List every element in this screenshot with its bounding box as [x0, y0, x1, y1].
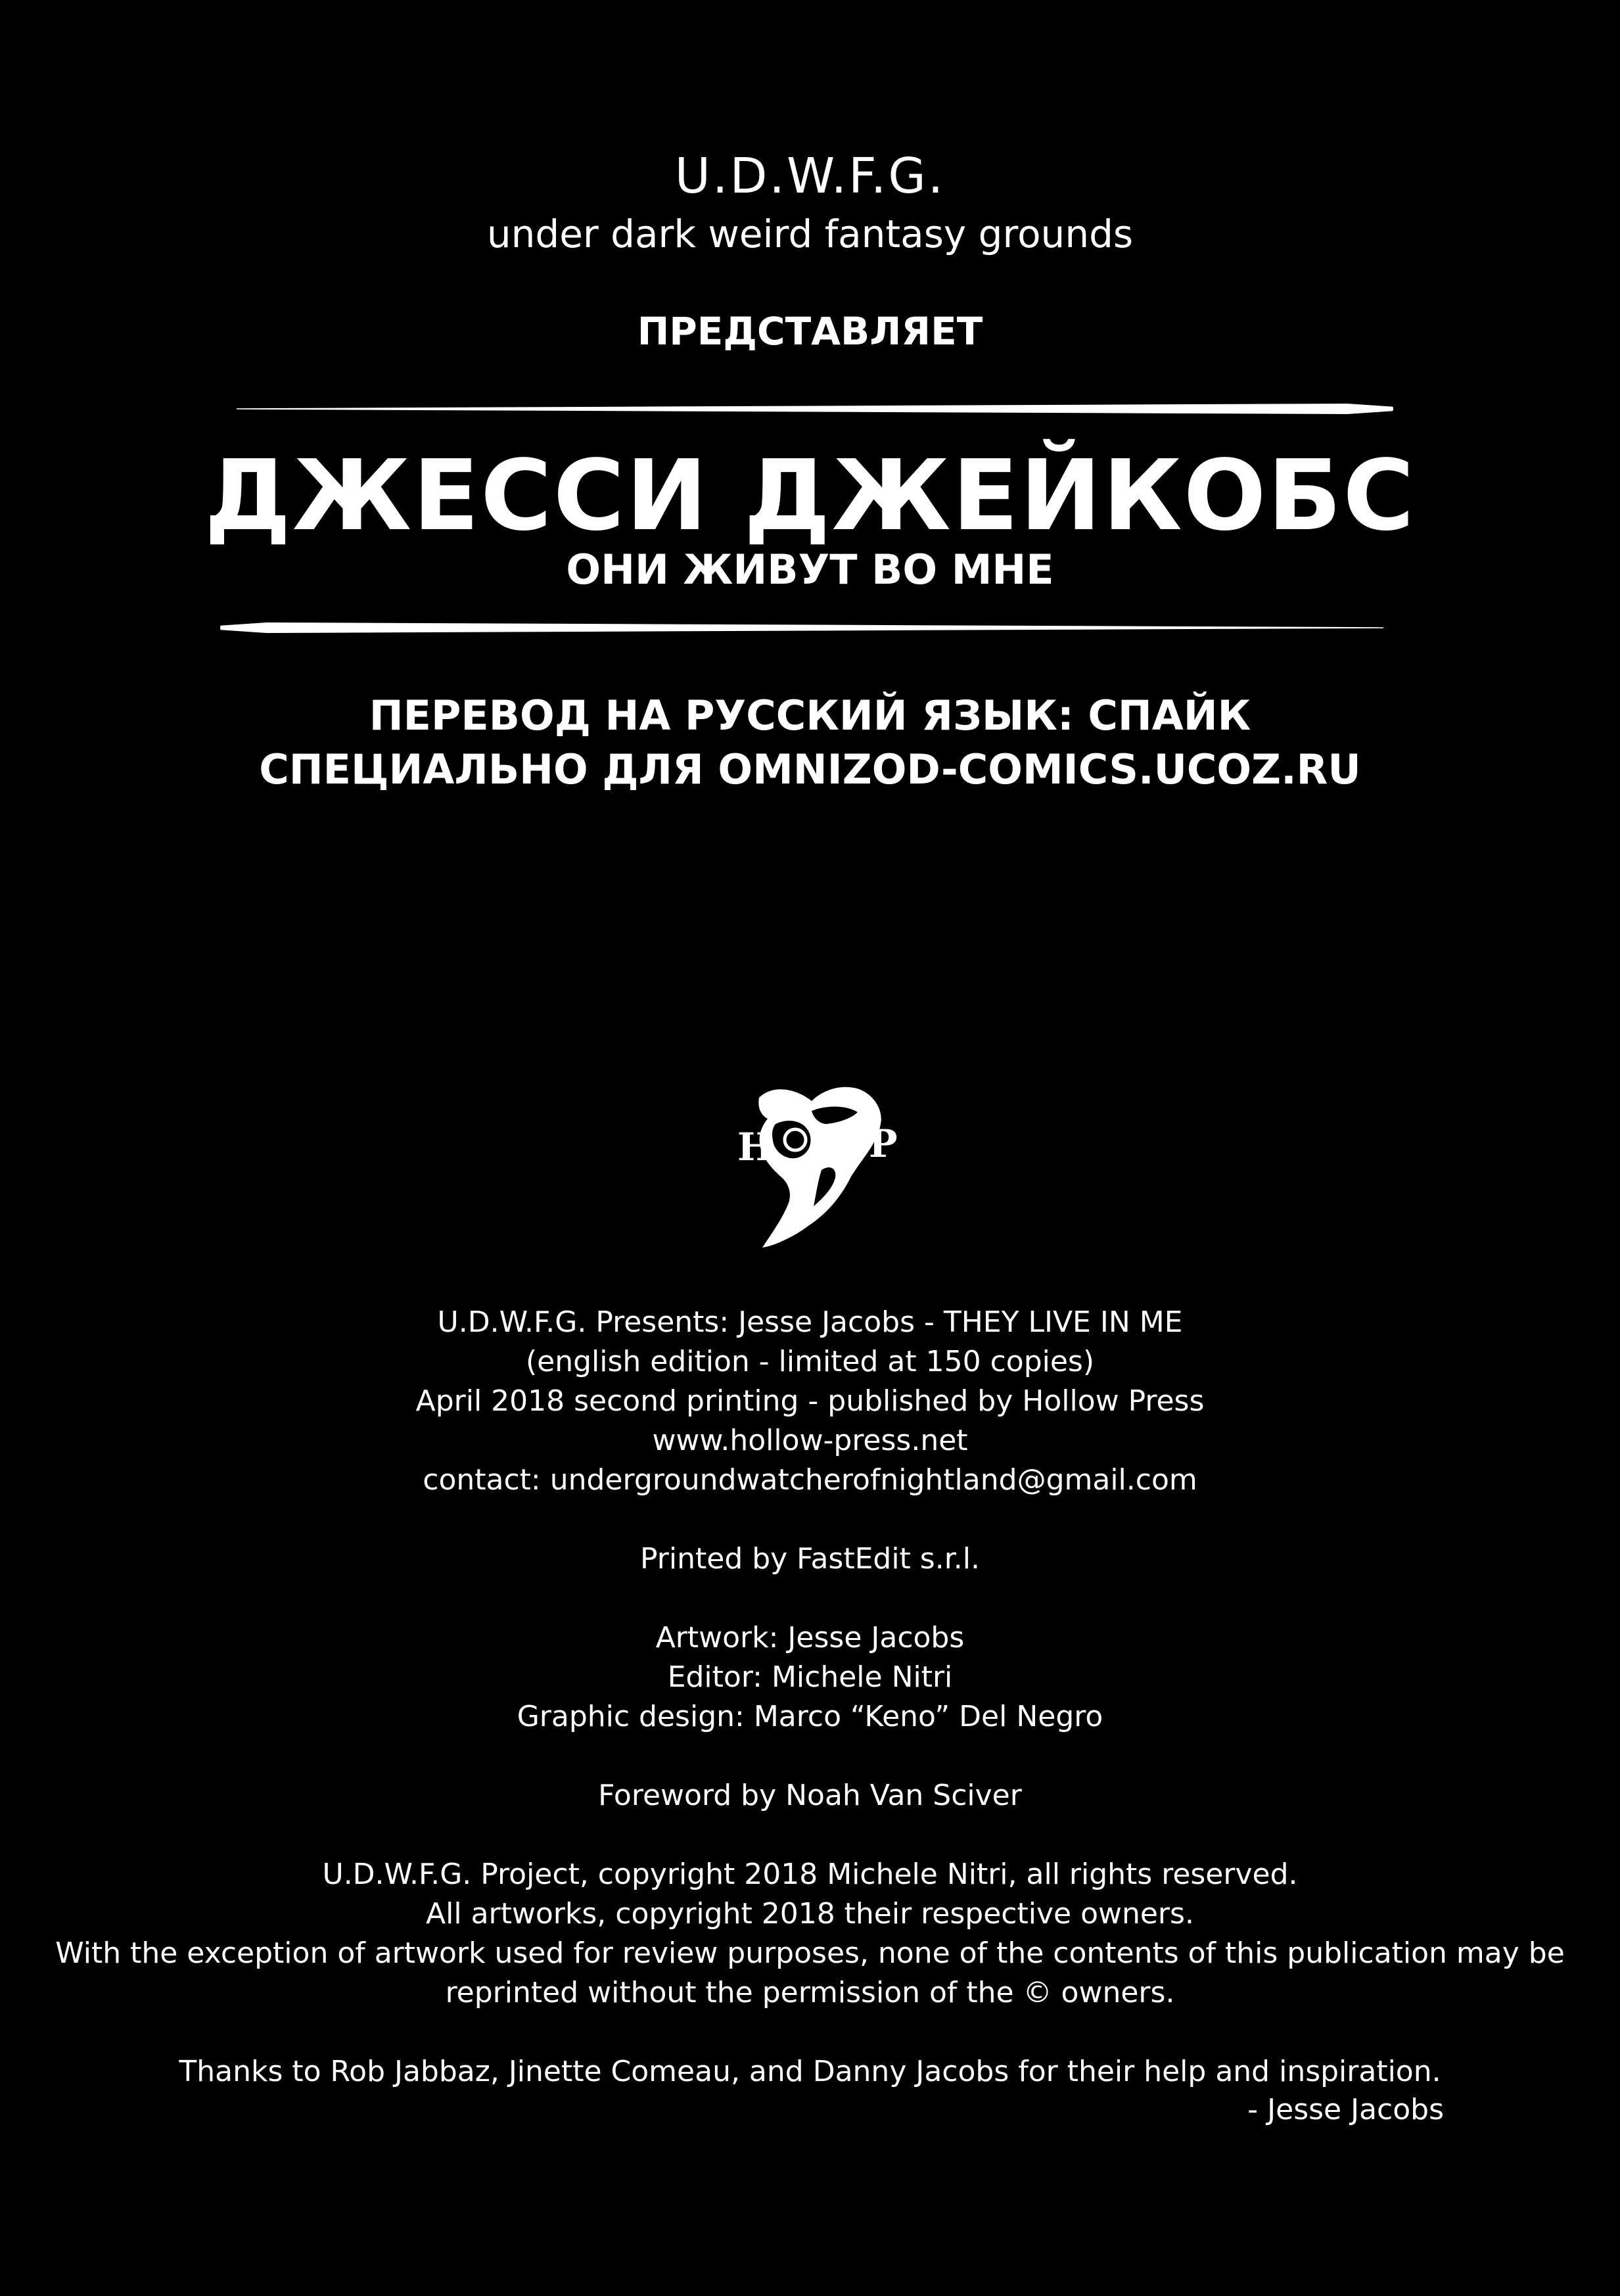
- printing-line: April 2018 second printing - published by Hollow Press: [415, 1384, 1205, 1418]
- publisher-acronym: U.D.W.F.G.: [674, 148, 946, 204]
- publisher-name: under dark weird fantasy grounds: [486, 212, 1134, 256]
- copyright-line: U.D.W.F.G. Project, copyright 2018 Michele Nitri, all rights reserved.: [322, 1858, 1298, 1891]
- logo-letter-p: P: [869, 1121, 898, 1166]
- editor-credit: Editor: Michele Nitri: [667, 1660, 953, 1694]
- artwork-credit: Artwork: Jesse Jacobs: [655, 1621, 965, 1654]
- translation-line-2: СПЕЦИАЛЬНО ДЛЯ OMNIZOD-COMICS.UCOZ.RU: [259, 745, 1361, 793]
- reprint-notice-line-2: reprinted without the permission of the © owners.: [445, 1976, 1175, 2009]
- colophon: [0, 1303, 1620, 2092]
- printer-line: Printed by FastEdit s.r.l.: [640, 1542, 980, 1576]
- artworks-copyright-line: All artworks, copyright 2018 their respective owners.: [426, 1897, 1194, 1931]
- publication-line: U.D.W.F.G. Presents: Jesse Jacobs - THEY LIVE IN ME: [437, 1305, 1183, 1339]
- author-signature: - Jesse Jacobs: [1247, 2093, 1444, 2126]
- thanks-line: Thanks to Rob Jabbaz, Jinette Comeau, and Danny Jacobs for their help and inspiration.: [179, 2055, 1441, 2088]
- translation-credit: [0, 689, 1620, 797]
- book-subtitle: ОНИ ЖИВУТ ВО МНЕ: [566, 546, 1054, 594]
- presents-label: ПРЕДСТАВЛЯЕТ: [637, 309, 983, 354]
- logo-letter-h: H: [737, 1125, 774, 1169]
- design-credit: Graphic design: Marco “Keno” Del Negro: [517, 1700, 1103, 1733]
- website-line: www.hollow-press.net: [652, 1424, 968, 1457]
- edition-line: (english edition - limited at 150 copies): [525, 1345, 1095, 1378]
- hollow-press-logo-icon: [697, 1071, 933, 1249]
- reprint-notice-line: With the exception of artwork used for review purposes, none of the contents of this publication may be: [55, 1936, 1565, 1970]
- foreword-credit: Foreword by Noah Van Sciver: [598, 1779, 1022, 1812]
- bottom-divider: [220, 622, 1383, 633]
- contact-line: contact: undergroundwatcherofnightland@gmail.com: [423, 1463, 1197, 1497]
- book-author-title: ДЖЕССИ ДЖЕЙКОБС: [204, 439, 1416, 552]
- top-divider: [237, 404, 1393, 414]
- translation-line-1: ПЕРЕВОД НА РУССКИЙ ЯЗЫК: СПАЙК: [369, 691, 1251, 739]
